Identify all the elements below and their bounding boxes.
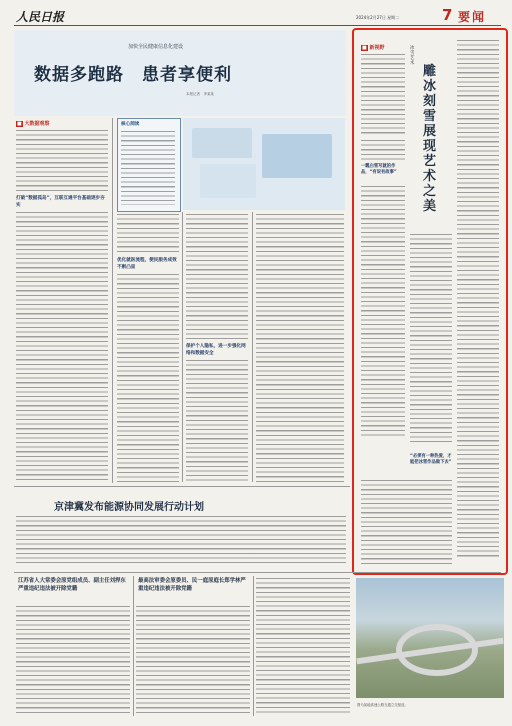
page-section: 要闻 [458, 10, 487, 24]
top-story-headline: 数据多跑路 患者享便利 [34, 65, 232, 85]
highway-photo [356, 578, 504, 698]
sidebar-label-text: 新视野 [369, 45, 385, 51]
col-divider-3 [252, 212, 253, 482]
bottom-left-headline: 江苏省人大常委会原党组成员、副主任刘捍东严重违纪违法被开除党籍 [18, 578, 126, 592]
photo-caption: 图为某地高速公路互通立交枢纽。 [357, 703, 408, 707]
top-story-sub2: 打破“数据孤岛”，互联互通平台基础逐步夯实 [16, 196, 105, 208]
sidebar-headline: 雕冰刻雪展现艺术之美 [423, 64, 437, 214]
top-story-col3-text [186, 214, 248, 339]
masthead-rule [14, 25, 501, 26]
sidebar-text-5 [457, 40, 499, 560]
sidebar-sub2: “必须有一种热爱，才能把冰雪作品做下去” [410, 454, 452, 465]
top-story-col1-text [16, 130, 108, 192]
bottom-left-text [16, 606, 130, 716]
core-reading-label: 核心阅读 [121, 122, 140, 127]
top-story-col2-text [117, 214, 179, 254]
infographic-card-1 [192, 128, 252, 158]
top-story-byline: 本报记者 李某某 [186, 92, 214, 96]
infographic-card-3 [200, 164, 256, 198]
top-story-col1-text-2 [16, 212, 108, 482]
sidebar-text-4 [361, 480, 452, 566]
top-story-col4-text [256, 214, 344, 482]
masthead-date: 2024年2月27日 星期二 [356, 15, 400, 20]
second-story-headline: 京津冀发布能源协同发展行动计划 [54, 502, 204, 513]
col-divider-1 [112, 118, 113, 483]
sidebar-sub1: 一瓢白雪写就的作品，“有说有故事” [361, 164, 397, 175]
data-observation-label: ■ 大数据观察 [17, 121, 50, 127]
top-story-col3-text-2 [186, 360, 248, 482]
col-divider-2 [182, 212, 183, 482]
sidebar-intro-text [361, 54, 405, 134]
top-story-sub3: 优化就医流程，便民服务成效不断凸显 [117, 258, 177, 270]
sidebar-text-2 [361, 186, 405, 436]
col-divider-5 [253, 576, 254, 716]
page-number: 7 [442, 6, 453, 24]
sidebar-column: 冰雪艺术 [410, 46, 415, 66]
sidebar-text-3 [410, 234, 452, 444]
bottom-right-text [256, 578, 350, 716]
data-observation-text: 大数据观察 [24, 121, 50, 127]
section-rule-2 [14, 572, 501, 573]
sidebar-text-1 [361, 140, 405, 160]
infographic-card-2 [262, 134, 332, 178]
section-rule-1 [14, 486, 350, 487]
top-story-kicker: 加快全民健康信息化建设 [128, 44, 184, 50]
core-reading-text [121, 131, 175, 205]
bottom-mid-text [136, 606, 250, 716]
col-divider-4 [133, 576, 134, 716]
bottom-mid-headline: 最高法审委会原委员、民一庭原庭长郑学林严重违纪违法被开除党籍 [138, 578, 246, 592]
masthead-logo: 人民日报 [16, 10, 65, 24]
top-story-sub4: 保护个人隐私，进一步强化网络和数据安全 [186, 344, 246, 356]
sidebar-label: ■ 新视野 [362, 45, 385, 51]
second-story-text [16, 516, 346, 566]
top-story-col2-text-2 [117, 274, 179, 482]
